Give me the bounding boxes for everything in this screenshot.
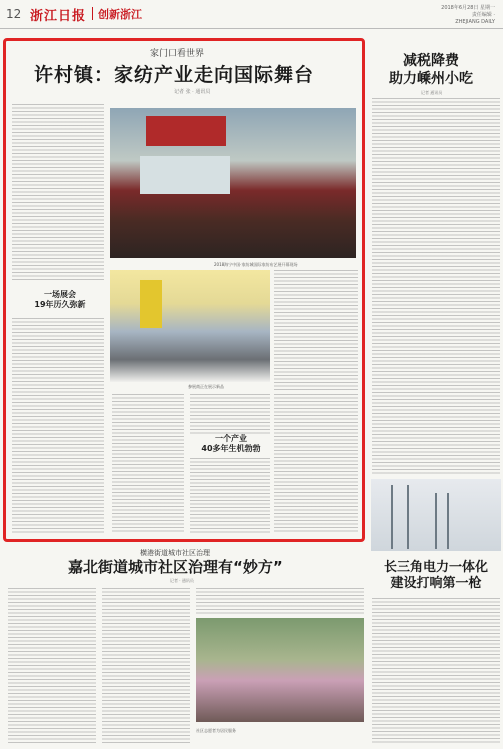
side-story-1-text bbox=[372, 98, 500, 474]
bottom-text-column bbox=[8, 588, 96, 744]
subhead-mid-line2: 40多年生机勃勃 bbox=[201, 444, 261, 453]
stage-backdrop bbox=[140, 156, 230, 194]
lead-text-column bbox=[274, 270, 358, 390]
masthead bbox=[0, 0, 503, 29]
booth-sign bbox=[140, 280, 162, 328]
stage-screen bbox=[146, 116, 226, 146]
side1-headline-line1: 减税降费 bbox=[403, 53, 459, 69]
side1-headline-line2: 助力嵊州小吃 bbox=[389, 71, 473, 87]
side2-headline-line1: 长三角电力一体化 bbox=[383, 560, 488, 575]
issue-editor: 责任编辑 · bbox=[471, 12, 495, 18]
community-photo bbox=[196, 618, 364, 722]
section-title: 创新浙江 bbox=[98, 8, 142, 21]
bottom-kicker: 横港街道城市社区治理 bbox=[140, 549, 210, 557]
exhibitor-photo-caption: 参展商正在展示新品 bbox=[188, 384, 224, 389]
side-story-1-byline: 记者 通讯员 bbox=[421, 90, 443, 95]
bottom-text-column bbox=[102, 588, 190, 744]
lead-byline: 记者 张 · 通讯员 bbox=[174, 89, 211, 95]
expo-photo-caption: 2018海宁中国·家纺城国际家纺布艺展开幕现场 bbox=[214, 262, 298, 267]
bottom-headline: 嘉北街道城市社区治理有“妙方” bbox=[68, 558, 283, 576]
subhead-left-line1: 一场展会 bbox=[44, 290, 76, 299]
side2-headline-line2: 建设打响第一枪 bbox=[390, 576, 482, 591]
lead-subhead-left bbox=[24, 290, 96, 310]
masthead-divider bbox=[92, 7, 93, 20]
lead-kicker: 家门口看世界 bbox=[150, 49, 205, 59]
lead-text-column bbox=[190, 394, 270, 434]
lead-text-column bbox=[190, 458, 270, 534]
side-story-1-headline bbox=[386, 52, 476, 88]
tower-silhouette bbox=[435, 493, 449, 549]
subhead-left-line2: 19年历久弥新 bbox=[34, 300, 86, 309]
issue-info bbox=[441, 5, 495, 26]
lead-text-column bbox=[112, 394, 184, 534]
side-story-2-text bbox=[372, 598, 500, 744]
lead-text-column bbox=[12, 318, 104, 534]
paper-name: 浙江日报 bbox=[30, 9, 87, 24]
community-photo-caption: 社区志愿者为居民服务 bbox=[196, 728, 236, 733]
bottom-byline: 记者 · 通讯员 bbox=[170, 578, 194, 583]
issue-edition: ZHEJIANG DAILY bbox=[455, 19, 495, 25]
page-number: 12 bbox=[6, 7, 22, 21]
power-tower-photo bbox=[371, 479, 501, 551]
lead-text-column bbox=[12, 104, 104, 282]
lead-headline: 许村镇：家纺产业走向国际舞台 bbox=[34, 64, 315, 86]
bottom-text-column bbox=[196, 588, 364, 614]
exhibitor-photo bbox=[110, 270, 270, 382]
tower-silhouette bbox=[391, 485, 409, 549]
side-story-2-headline bbox=[372, 560, 500, 592]
expo-photo bbox=[110, 108, 356, 258]
subhead-mid-line1: 一个产业 bbox=[215, 434, 247, 443]
lead-text-column bbox=[274, 394, 358, 534]
lead-subhead-mid bbox=[192, 434, 270, 454]
issue-date: 2018年6月28日 星期一 bbox=[441, 5, 495, 11]
